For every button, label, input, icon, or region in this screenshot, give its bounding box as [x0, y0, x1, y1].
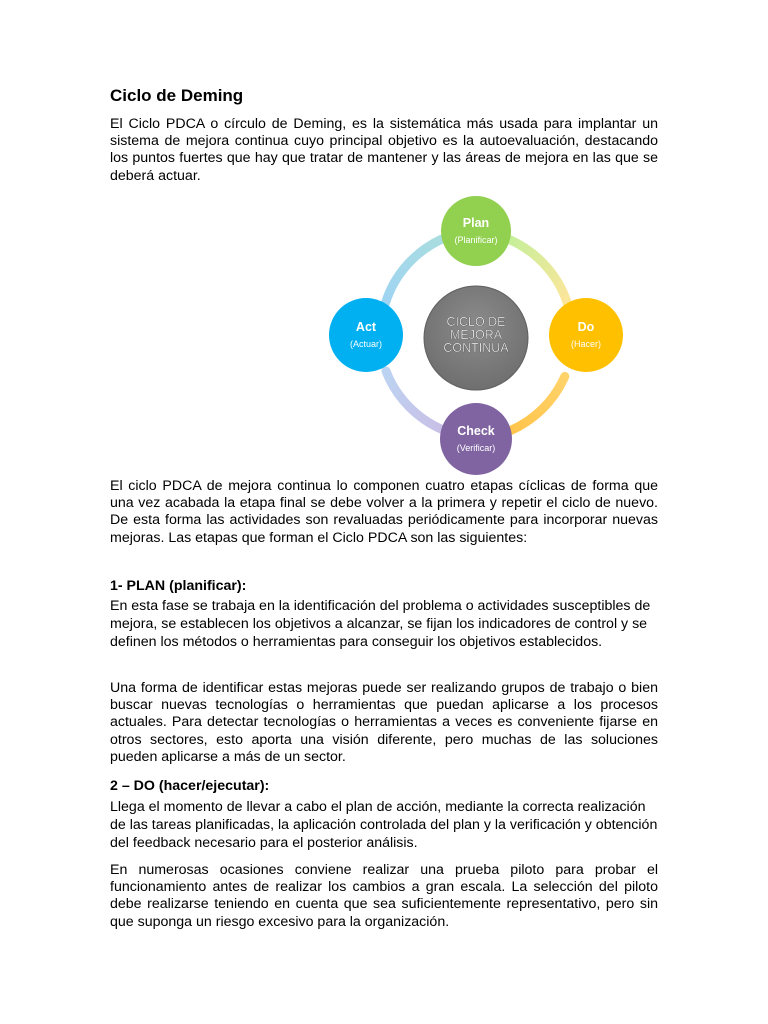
plan-sublabel: (Planificar)	[454, 235, 498, 245]
center-label-line-3: CONTINUA	[443, 341, 509, 355]
section-plan-paragraph-2: Una forma de identificar estas mejoras puede ser realizando grupos de trabajo o bien buscar nuevas tecnologías o herramientas que puedan aplicarse a los procesos actuales. Para detectar tecnologías o herramientas a veces es conveniente fijarse en otros sectores, esto aporta una visión diferente, pero muchas de las soluciones pueden aplicarse a más de un sector.	[110, 680, 658, 765]
do-sublabel: (Hacer)	[570, 339, 602, 349]
section-do-paragraph-1: Llega el momento de llevar a cabo el plan de acción, mediante la correcta realización de las tareas planificadas, la aplicación controlada del plan y la verificación y obtención del feedback necesario para el posterior análisis.	[110, 799, 658, 852]
check-sublabel: (Verificar)	[456, 443, 496, 453]
document-title: Ciclo de Deming	[110, 86, 244, 105]
pdca-cycle-diagram	[328, 194, 626, 476]
arc-act-to-plan	[386, 239, 443, 303]
arc-check-to-act	[386, 371, 444, 430]
check-label: Check	[457, 424, 495, 438]
act-label: Act	[355, 320, 377, 334]
check-node	[440, 403, 512, 475]
section-plan-paragraph-1: En esta fase se trabaja en la identificación del problema o actividades susceptibles de mejora, se establecen los objetivos a alcanzar, se fijan los indicadores de control y se definen los métodos o herramientas para conseguir los objetivos establecidos.	[110, 598, 651, 651]
plan-label: Plan	[462, 216, 490, 230]
act-sublabel: (Actuar)	[349, 339, 383, 349]
after-diagram-paragraph: El ciclo PDCA de mejora continua lo componen cuatro etapas cíclicas de forma que una vez acabada la etapa final se debe volver a la primera y repetir el ciclo de nuevo. De esta forma las actividades son revaluadas periódicamente para incorporar nuevas mejoras. Las etapas que forman el Ciclo PDCA son las siguientes:	[110, 478, 658, 546]
section-plan-heading: 1- PLAN (planificar):	[110, 578, 247, 594]
center-label-line-2: MEJORA	[449, 328, 503, 342]
plan-node	[441, 196, 511, 266]
act-node	[329, 298, 403, 372]
section-do-paragraph-2: En numerosas ocasiones conviene realizar una prueba piloto para probar el funcionamiento antes de realizar los cambios a gran escala. La selección del piloto debe realizarse teniendo en cuenta que sea suficientemente representativo, pero sin que suponga un riesgo excesivo para la organización.	[110, 862, 658, 930]
center-label-line-1: CICLO DE	[446, 315, 506, 329]
section-do-heading: 2 – DO (hacer/ejecutar):	[110, 778, 270, 794]
do-label: Do	[577, 320, 595, 334]
intro-paragraph: El Ciclo PDCA o círculo de Deming, es la sistemática más usada para implantar un sistema de mejora continua cuyo principal objetivo es la autoevaluación, destacando los puntos fuertes que hay que tratar de mantener y las áreas de mejora en las que se deberá actuar.	[110, 116, 658, 184]
arc-do-to-check	[510, 376, 565, 430]
do-node	[549, 298, 623, 372]
arc-plan-to-do	[510, 240, 569, 307]
